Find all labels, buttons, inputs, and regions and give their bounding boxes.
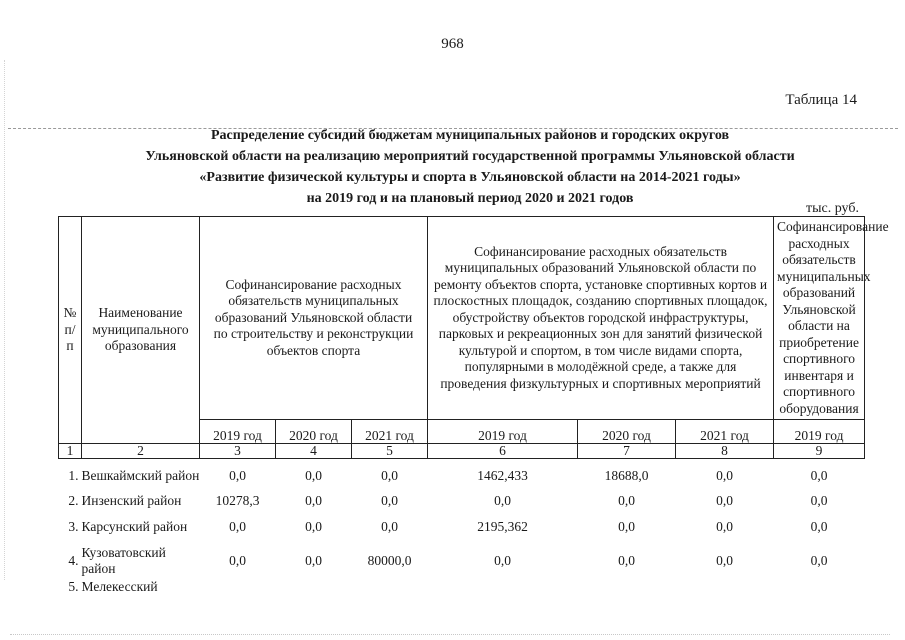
column-number: 7 [578,444,676,459]
cell-value: 0,0 [305,552,322,568]
header-year: 2019 год [428,420,578,444]
header-year: 2019 год [774,420,865,444]
column-number: 2 [82,444,200,459]
cell-value: 0,0 [716,518,733,534]
row-municipality: Кузоватовский район [81,544,166,576]
row-number: 4. [68,552,79,568]
header-name: Наименование муниципального образования [82,217,200,444]
title-line: «Развитие физической культуры и спорта в Ульяновской области на 2014-2021 годы» [199,170,741,185]
scan-edge-dots [10,634,890,635]
row-municipality: Инзенский район [81,493,182,509]
row-municipality: Вешкаймский район [81,467,200,483]
cell-value [578,578,676,596]
column-number: 1 [59,444,82,459]
scan-edge-marks [4,60,7,580]
cell-value: 0,0 [618,493,635,509]
header-year: 2021 год [676,420,774,444]
cell-value: 0,0 [618,552,635,568]
cell-value: 0,0 [810,552,828,568]
cell-value: 0,0 [381,493,398,509]
cell-value: 0,0 [229,467,246,483]
column-number: 8 [676,444,774,459]
row-number: 3. [68,518,79,534]
cell-value: 0,0 [716,467,733,483]
cell-value: 10278,3 [215,493,260,509]
cell-value: 0,0 [381,467,398,483]
cell-value: 0,0 [810,467,828,483]
column-number: 9 [774,444,865,459]
table-row [59,544,865,578]
cell-value [352,578,428,596]
cell-value [200,578,276,596]
column-number: 4 [276,444,352,459]
row-number: 1. [68,467,79,483]
cell-value [774,578,865,596]
header-num: № п/п [59,217,82,444]
cell-value: 0,0 [305,467,322,483]
row-number: 2. [68,493,79,509]
header-year: 2019 год [200,420,276,444]
header-group-construction: Софинансирование расходных обязательств муниципальных образований Ульяновской области по строительству и реконструкции объектов спорта [200,217,428,420]
cell-value: 0,0 [305,493,322,509]
cell-value: 0,0 [810,493,828,509]
cell-value [276,578,352,596]
subsidy-table [58,216,889,596]
page-number: 968 [441,36,464,52]
table-row [59,510,865,544]
title-line: Ульяновской области на реализацию мероприятий государственной программы Ульяновской области [145,149,795,164]
title-line: Распределение субсидий бюджетам муниципальных районов и городских округов [210,128,730,143]
header-group-repair: Софинансирование расходных обязательств муниципальных образований Ульяновской области по ремонту объектов спорта, установке спортивных кортов и плоскостных площадок, созданию спортивных площадок, обустройству объектов городской инфраструктуры, парковых и рекреационных зон для занятий физической культурой и спортом, в том числе видами спорта, популярными в молодёжной среде, а также для проведения физкультурных и спортивных мероприятий [428,217,774,420]
cell-value: 0,0 [229,552,246,568]
row-municipality: Мелекесский [81,578,158,594]
units-label: тыс. руб. [806,201,859,216]
cell-value: 0,0 [229,518,246,534]
row-number: 5. [68,578,79,594]
cell-value: 0,0 [494,552,511,568]
cell-value [428,578,578,596]
header-year: 2020 год [276,420,352,444]
cell-value: 0,0 [618,518,635,534]
cell-value: 0,0 [716,552,733,568]
cell-value: 0,0 [716,493,733,509]
header-year: 2021 год [352,420,428,444]
column-number: 3 [200,444,276,459]
document-title [100,125,840,209]
table-row [59,578,865,596]
cell-value: 0,0 [305,518,322,534]
row-municipality: Карсунский район [81,518,188,534]
title-line: на 2019 год и на плановый период 2020 и 2021 годов [306,191,634,206]
cell-value: 1462,433 [477,467,528,483]
table-row [59,493,865,510]
column-number: 6 [428,444,578,459]
header-year: 2020 год [578,420,676,444]
cell-value: 0,0 [381,518,398,534]
column-number: 5 [352,444,428,459]
cell-value: 0,0 [810,518,828,534]
cell-value [676,578,774,596]
cell-value: 2195,362 [477,518,528,534]
cell-value: 18688,0 [604,467,649,483]
cell-value: 80000,0 [367,552,412,568]
header-group-equipment: Софинансирование расходных обязательств муниципальных образований Ульяновской области на приобретение спортивного инвентаря и спортивного оборудования [774,217,865,420]
table-label: Таблица 14 [785,92,857,108]
cell-value: 0,0 [494,493,511,509]
table-row [59,459,865,494]
